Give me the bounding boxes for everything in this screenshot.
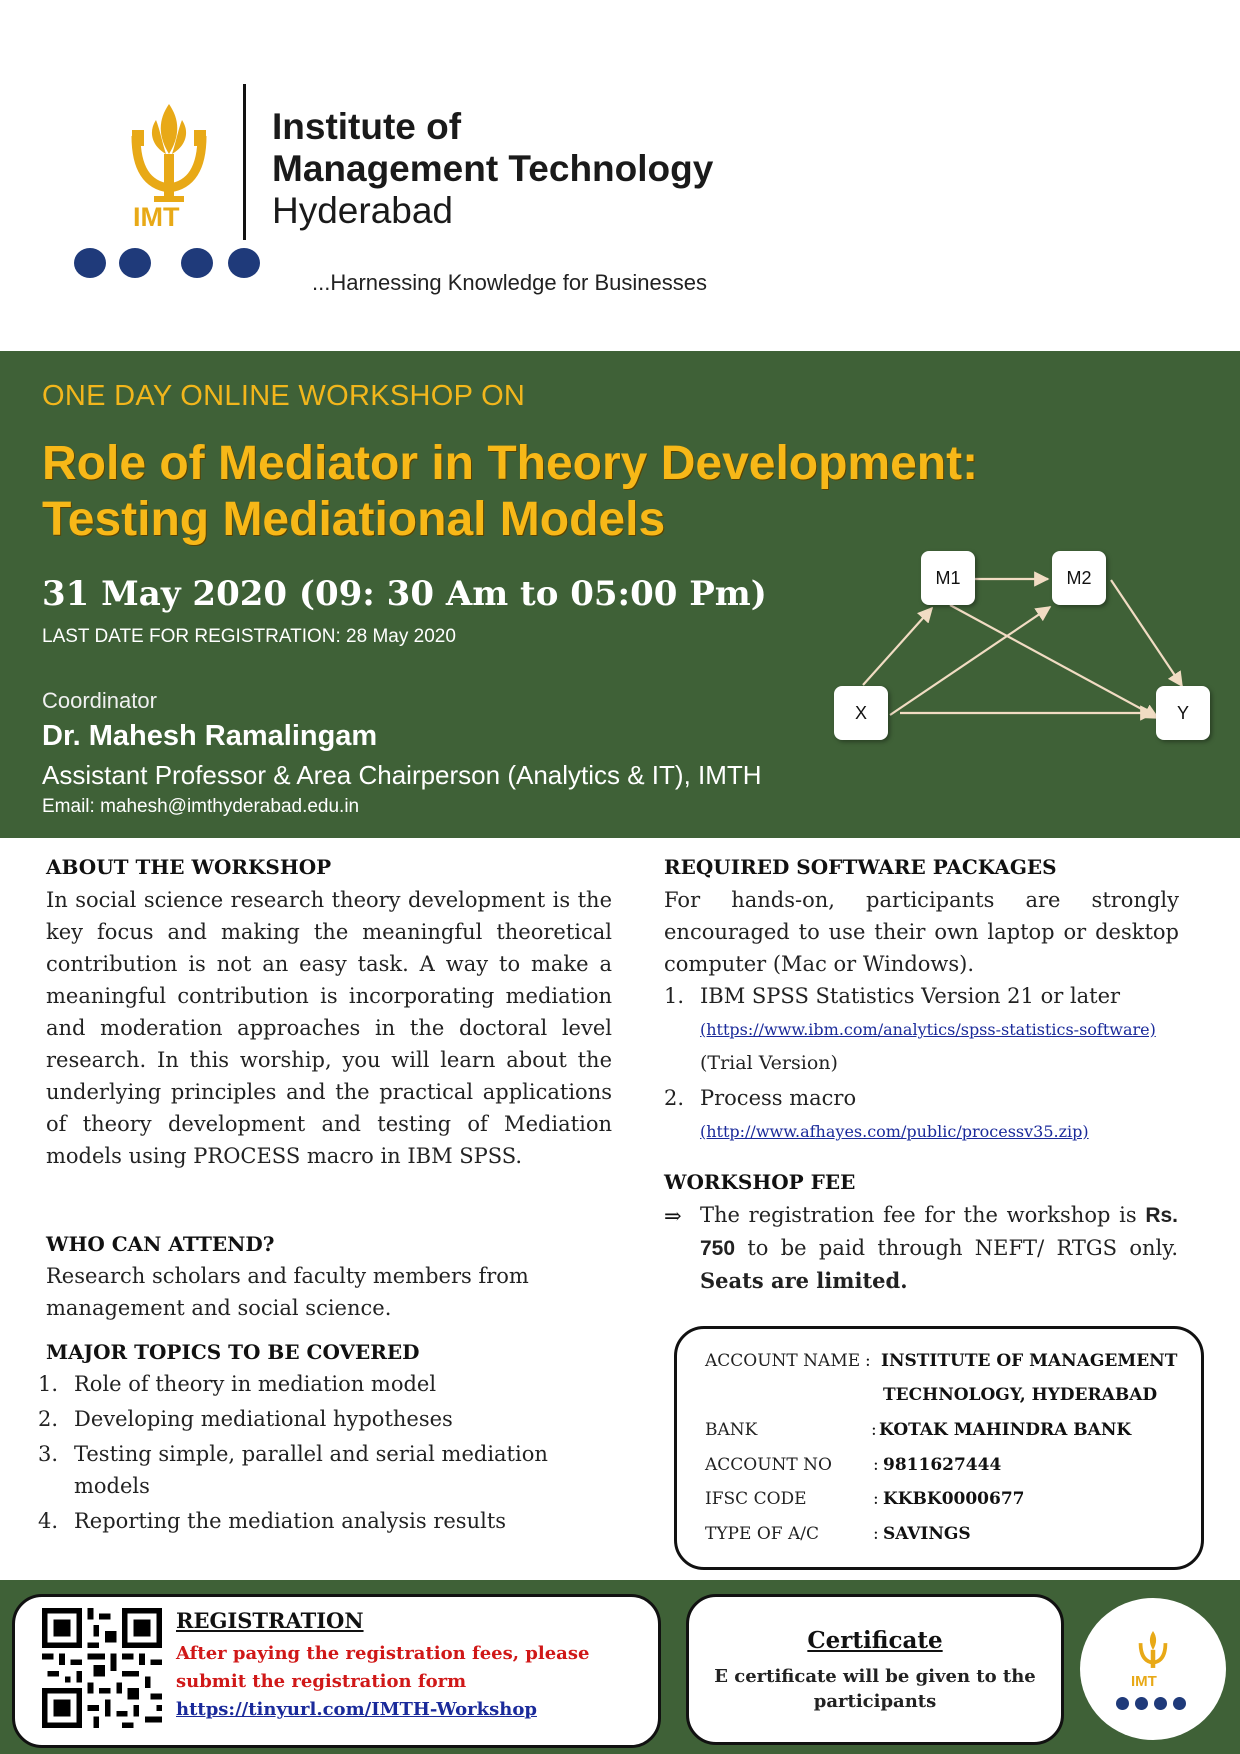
who-text: Research scholars and faculty members from management and social science.: [46, 1264, 529, 1320]
list-item: [664, 980, 1184, 1079]
logo-dot-small: [1135, 1697, 1148, 1710]
workshop-date: 31 May 2020 (09: 30 Am to 05:00 Pm): [42, 574, 767, 614]
registration-text: After paying the registration fees, please submit the registration form: [176, 1643, 590, 1692]
account-type-label: TYPE OF A/C: [705, 1524, 819, 1544]
trial-version-note: (Trial Version): [700, 1052, 838, 1074]
list-item: [664, 1082, 1184, 1148]
account-no-label: ACCOUNT NO: [705, 1455, 832, 1475]
logo-dot-2: [119, 248, 151, 278]
coordinator-name: Dr. Mahesh Ramalingam: [42, 720, 378, 752]
certificate-title: Certificate: [807, 1627, 943, 1654]
list-number: 2.: [664, 1086, 685, 1110]
list-text: Role of theory in mediation model: [74, 1372, 437, 1396]
logo-dot-4: [228, 248, 260, 278]
diagram-node-y: Y: [1156, 686, 1210, 740]
ifsc-value: KKBK0000677: [883, 1489, 1025, 1509]
list-number: 1.: [38, 1372, 59, 1396]
fee-text: [700, 1199, 1178, 1297]
imt-logo-small-text: IMT: [1131, 1673, 1157, 1690]
list-text: IBM SPSS Statistics Version 21 or later: [700, 984, 1121, 1008]
fee-text-b: to be paid through NEFT/ RTGS only.: [735, 1236, 1178, 1260]
workshop-title-line-2: Testing Mediational Models: [42, 493, 666, 546]
institute-line-1: Institute of: [272, 106, 462, 147]
list-item: [38, 1368, 598, 1400]
workshop-label: ONE DAY ONLINE WORKSHOP ON: [42, 380, 526, 412]
diagram-node-x: X: [834, 686, 888, 740]
software-intro: For hands-on, participants are strongly encouraged to use their own laptop or desktop computer (Mac or Windows).: [664, 888, 1179, 976]
institute-name: [272, 106, 713, 232]
bank-separator: :: [871, 1420, 877, 1440]
registration-form-link[interactable]: https://tinyurl.com/IMTH-Workshop: [176, 1699, 537, 1720]
institute-line-2: Management Technology: [272, 148, 714, 189]
list-text: Developing mediational hypotheses: [74, 1407, 453, 1431]
list-number: 1.: [664, 984, 685, 1008]
logo-dot-small: [1116, 1697, 1129, 1710]
logo-divider: [243, 84, 246, 240]
topics-list: [38, 1368, 598, 1540]
registration-deadline: LAST DATE FOR REGISTRATION: 28 May 2020: [42, 626, 456, 647]
list-item: [38, 1438, 594, 1502]
registration-title: REGISTRATION: [176, 1608, 364, 1633]
ifsc-separator: :: [873, 1489, 879, 1509]
software-heading: REQUIRED SOFTWARE PACKAGES: [664, 855, 1057, 879]
coordinator-role: Assistant Professor & Area Chairperson (Analytics & IT), IMTH: [42, 760, 762, 790]
seats-limited: Seats are limited.: [700, 1268, 908, 1293]
account-type-separator: :: [873, 1524, 879, 1544]
imt-logo-text: IMT: [133, 202, 180, 232]
list-item: [38, 1505, 598, 1537]
account-no-value: 9811627444: [883, 1455, 1002, 1475]
account-name-separator: :: [865, 1351, 871, 1371]
account-type-value: SAVINGS: [883, 1524, 971, 1544]
process-macro-link[interactable]: (http://www.afhayes.com/public/processv35.zip): [700, 1122, 1089, 1141]
bank-value: KOTAK MAHINDRA BANK: [879, 1420, 1132, 1440]
list-item: [38, 1403, 598, 1435]
account-name-value-1: INSTITUTE OF MANAGEMENT: [881, 1351, 1178, 1371]
list-number: 2.: [38, 1407, 59, 1431]
bank-label: BANK: [705, 1420, 758, 1440]
list-text: Testing simple, parallel and serial mediation models: [74, 1442, 548, 1498]
list-number: 3.: [38, 1442, 59, 1466]
coordinator-email: Email: mahesh@imthyderabad.edu.in: [42, 796, 360, 817]
about-text: In social science research theory development is the key focus and making the meaningful theoretical contribution is not an easy task. A way to make a meaningful contribution is incorporating mediation and moderation approaches in the doctoral level research. In this worship, you will learn about the underlying principles and the practical applications of theory development and testing of Mediation models using PROCESS macro in IBM SPSS.: [46, 888, 612, 1168]
fee-heading: WORKSHOP FEE: [664, 1170, 856, 1194]
account-no-separator: :: [873, 1455, 879, 1475]
qr-code-icon: [42, 1608, 162, 1728]
tagline: ...Harnessing Knowledge for Businesses: [312, 270, 707, 295]
fee-amount: Rs. 750: [700, 1204, 1178, 1260]
logo-dot-1: [74, 248, 106, 278]
logo-dot-small: [1154, 1697, 1167, 1710]
software-list: [664, 980, 1184, 1151]
ifsc-label: IFSC CODE: [705, 1489, 807, 1509]
about-heading: ABOUT THE WORKSHOP: [46, 855, 332, 879]
diagram-node-m2: M2: [1052, 551, 1106, 605]
certificate-text: E certificate will be given to the participants: [714, 1666, 1036, 1712]
list-text: Process macro: [700, 1086, 857, 1110]
institute-city: Hyderabad: [272, 190, 454, 231]
account-name-label: ACCOUNT NAME: [705, 1351, 861, 1371]
workshop-title: [42, 436, 1142, 548]
list-text: Reporting the mediation analysis results: [74, 1509, 507, 1533]
bank-details-box: [674, 1326, 1204, 1570]
logo-dot-small: [1173, 1697, 1186, 1710]
diagram-node-m1: M1: [921, 551, 975, 605]
logo-dots-small: [1116, 1697, 1196, 1711]
list-number: 4.: [38, 1509, 59, 1533]
spss-link[interactable]: (https://www.ibm.com/analytics/spss-statistics-software): [700, 1020, 1156, 1039]
fee-text-a: The registration fee for the workshop is: [700, 1203, 1146, 1227]
account-name-value-2: TECHNOLOGY, HYDERABAD: [883, 1385, 1158, 1405]
arrow-icon: ⇒: [664, 1204, 682, 1228]
workshop-title-line-1: Role of Mediator in Theory Development:: [42, 437, 979, 490]
who-heading: WHO CAN ATTEND?: [46, 1232, 275, 1256]
logo-dot-3: [181, 248, 213, 278]
topics-heading: MAJOR TOPICS TO BE COVERED: [46, 1340, 420, 1364]
coordinator-label: Coordinator: [42, 688, 157, 713]
